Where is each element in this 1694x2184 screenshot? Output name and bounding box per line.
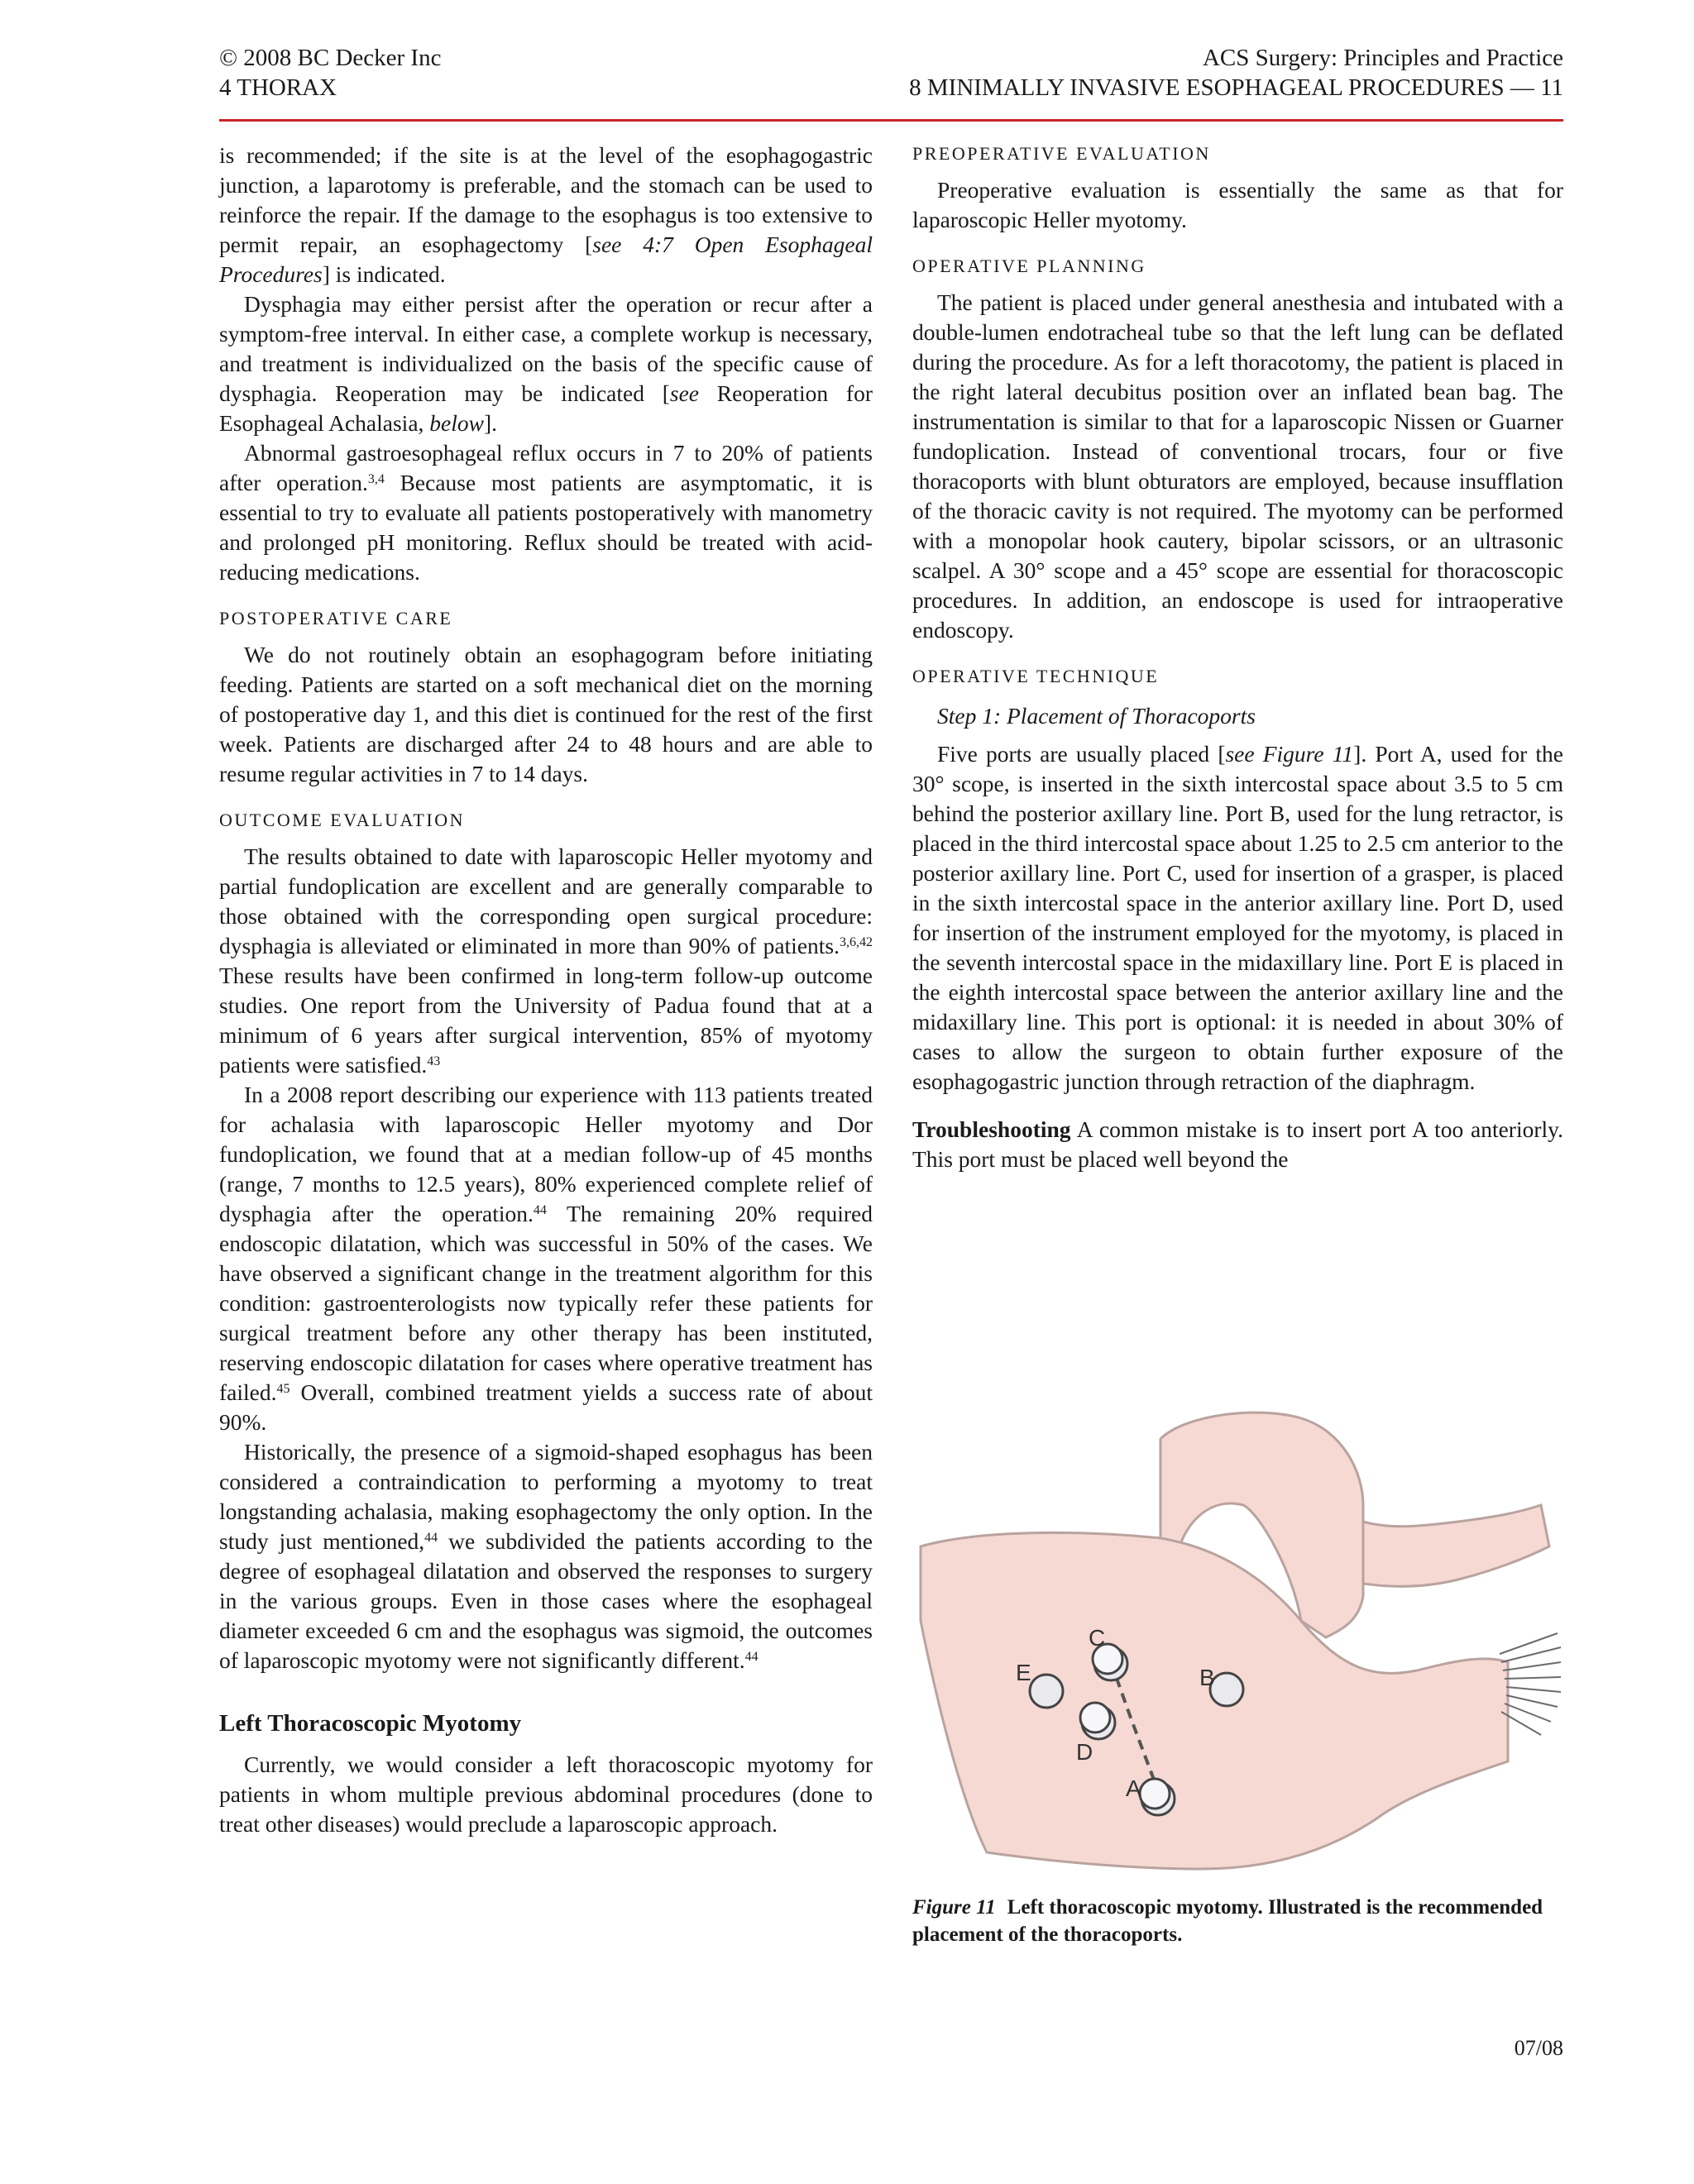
port-label-d: D bbox=[1076, 1739, 1093, 1765]
port-e bbox=[1030, 1675, 1063, 1708]
right-column bbox=[912, 141, 1563, 1174]
paragraph: Dysphagia may either persist after the operation or recur after a symptom-free interval. In either case, a complete workup is necessary, and treatment is individualized on the basis of the specific cause of dysphagia. Reoperation may be indicated [see Reoperation for Esophageal Achalasia, below]. bbox=[219, 291, 873, 436]
section-heading-outcome-evaluation: OUTCOME EVALUATION bbox=[219, 810, 465, 830]
citation: 44 bbox=[533, 1203, 547, 1217]
forearm-shape bbox=[1363, 1505, 1549, 1586]
paragraph: We do not routinely obtain an esophagogram before initiating feeding. Patients are started on a soft mechanical diet on the morning of postoperative day 1, and this diet is continued for the rest of the first week. Patients are discharged after 24 to 48 hours and are able to resume regular activities in 7 to 14 days. bbox=[219, 642, 873, 786]
paragraph: Abnormal gastroesophageal reflux occurs in 7 to 20% of patients after operation.$^{3,4}$ Because most patients are asymptomatic, it is essential to try to evaluate all patients postoperatively with manometry and prolonged pH monitoring. Reflux should be treated with acid-reducing medications. bbox=[219, 440, 873, 585]
troubleshooting-lead: Troubleshooting bbox=[912, 1116, 1071, 1142]
citation: 3,6,42 bbox=[840, 935, 873, 949]
paragraph: Historically, the presence of a sigmoid-shaped esophagus has been considered a contraindication to performing a myotomy to treat longstanding achalasia, making esophagectomy the only option. In the study just mentioned,$^{44}$ we subdivided the patients according to the degree of esophageal dilatation and observed the responses to surgery in the various groups. Even in those cases where the esophageal diameter exceeded 6 cm and the esophagus was sigmoid, the outcomes of laparoscopic myotomy were not significantly different.$^{44}$ bbox=[219, 1439, 873, 1673]
section-heading-operative-technique: OPERATIVE TECHNIQUE bbox=[912, 666, 1160, 686]
cross-reference: see 4:7 Open Esophageal Procedures bbox=[219, 232, 873, 287]
figure-caption bbox=[912, 1894, 1563, 1948]
paragraph: is recommended; if the site is at the level of the esophagogastric junction, a laparotomy is preferable, and the stomach can be used to reinforce the repair. If the damage to the esophagus is too extensive to permit repair, an esophagectomy [see 4:7 Open Esophageal Procedures] is indicated. bbox=[219, 142, 873, 287]
citation: 44 bbox=[424, 1531, 438, 1545]
step-heading: Step 1: Placement of Thoracoports bbox=[937, 703, 1256, 729]
section-label: 4 THORAX bbox=[219, 74, 337, 101]
figure-label: Figure 11 bbox=[912, 1896, 996, 1919]
citation: 44 bbox=[744, 1650, 758, 1664]
caption-text: Left thoracoscopic myotomy. Illustrated is the recommended placement of the thoracoports. bbox=[912, 1896, 1543, 1946]
paragraph: Currently, we would consider a left thoracoscopic myotomy for patients in whom multiple previous abdominal procedures (done to treat other diseases) would preclude a laparoscopic approach. bbox=[219, 1752, 873, 1837]
chapter-title: 8 MINIMALLY INVASIVE ESOPHAGEAL PROCEDURES — 11 bbox=[909, 74, 1563, 101]
heading-left-thoracoscopic-myotomy: Left Thoracoscopic Myotomy bbox=[219, 1710, 522, 1737]
port-label-e: E bbox=[1016, 1660, 1031, 1685]
figure-thoracoport-placement bbox=[912, 1406, 1563, 1894]
citation: 45 bbox=[276, 1382, 290, 1396]
paragraph: Five ports are usually placed [see Figure 11]. Port A, used for the 30° scope, is inserted in the sixth intercostal space about 3.5 to 5 cm behind the posterior axillary line. Port B, used for the lung retractor, is placed in the third intercostal space about 1.25 to 2.5 cm anterior to the posterior axillary line. Port C, used for insertion of a grasper, is placed in the sixth intercostal space in the anterior axillary line. Port D, used for insertion of the instrument employed for the myotomy, is placed in the seventh intercostal space in the midaxillary line. Port E is placed in the eighth intercostal space between the anterior axillary line and the midaxillary line. This port is optional: it is needed in about 30% of cases to allow the surgeon to obtain further exposure of the esophagogastric junction through retraction of the diaphragm. bbox=[912, 741, 1563, 1094]
paragraph: The patient is placed under general anesthesia and intubated with a double-lumen endotracheal tube so that the left lung can be deflated during the procedure. As for a left thoracotomy, the patient is placed in the right lateral decubitus position over an inflated bean bag. The instrumentation is similar to that for a laparoscopic Nissen or Guarner fundoplication. Instead of conventional trocars, four or five thoracoports with blunt obturators are employed, because insufflation of the thoracic cavity is not required. The myotomy can be performed with a monopolar hook cautery, bipolar scissors, or an ultrasonic scalpel. A 30° scope and a 45° scope are essential for thoracoscopic procedures. In addition, an endoscope is used for intraoperative endoscopy. bbox=[912, 289, 1563, 643]
port-b bbox=[1210, 1673, 1243, 1706]
left-column bbox=[219, 141, 873, 1839]
paragraph: Preoperative evaluation is essentially the same as that for laparoscopic Heller myotomy. bbox=[912, 177, 1563, 232]
section-heading-operative-planning: OPERATIVE PLANNING bbox=[912, 256, 1146, 276]
port-label-b: B bbox=[1199, 1665, 1215, 1690]
page-header bbox=[219, 43, 1563, 122]
port-label-c: C bbox=[1089, 1625, 1106, 1651]
book-title: ACS Surgery: Principles and Practice bbox=[1202, 45, 1563, 71]
port-label-a: A bbox=[1126, 1775, 1141, 1801]
citation: 43 bbox=[427, 1054, 441, 1068]
section-heading-preoperative-evaluation: PREOPERATIVE EVALUATION bbox=[912, 143, 1211, 164]
section-heading-postoperative-care: POSTOPERATIVE CARE bbox=[219, 608, 453, 628]
paragraph: The results obtained to date with laparoscopic Heller myotomy and partial fundoplication are excellent and are generally comparable to those obtained with the corresponding open surgical procedure: dysphagia is alleviated or eliminated in more than 90% of patients.$^{3,6,42}$ These results have been confirmed in long-term follow-up outcome studies. One report from the University of Padua found that at a minimum of 6 years after surgical intervention, 85% of myotomy patients were satisfied.$^{43}$ bbox=[219, 843, 873, 1078]
paragraph: In a 2008 report describing our experience with 113 patients treated for achalasia with laparoscopic Heller myotomy and Dor fundoplication, we found that at a median follow-up of 45 months (range, 7 months to 12.5 years), 80% experienced complete relief of dysphagia after the operation.$^{44}$ The remaining 20% required endoscopic dilatation, which was successful in 50% of the cases. We have observed a significant change in the treatment algorithm for this condition: gastroenterologists now typically refer these patients for surgical treatment before any other therapy has been instituted, reserving endoscopic dilatation for cases where operative treatment has failed.$^{45}$ Overall, combined treatment yields a success rate of about 90%. bbox=[219, 1082, 873, 1435]
paragraph: Troubleshooting A common mistake is to insert port A too anteriorly. This port must be placed well beyond the bbox=[912, 1116, 1563, 1172]
citation: 3,4 bbox=[367, 472, 385, 486]
figure-illustration bbox=[912, 1406, 1563, 1894]
figure-reference: see Figure 11 bbox=[1225, 741, 1354, 767]
page-footer-date: 07/08 bbox=[1514, 2036, 1563, 2060]
copyright-notice: © 2008 BC Decker Inc bbox=[219, 45, 442, 71]
header-rule bbox=[219, 119, 1563, 122]
